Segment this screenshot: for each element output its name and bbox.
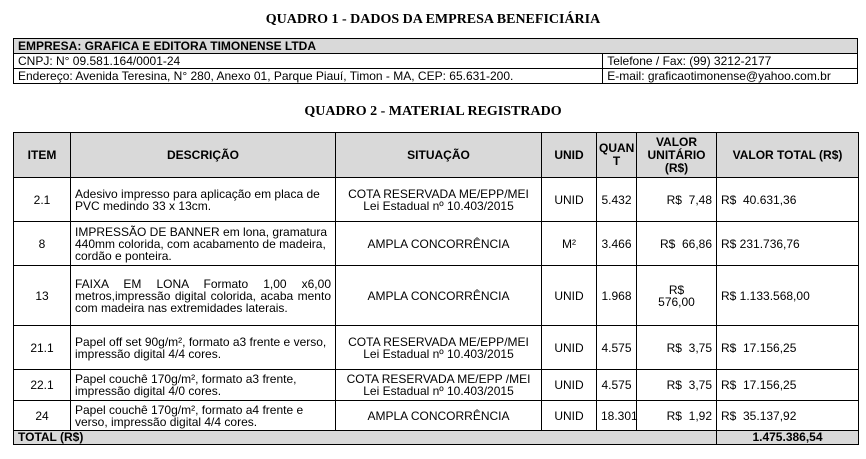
vu-value: 576,00 (658, 294, 695, 309)
table-row (14, 401, 859, 431)
quadro-1-title: QUADRO 1 - DADOS DA EMPRESA BENEFICIÁRIA (265, 12, 601, 27)
vu-currency: R$ (666, 340, 682, 355)
header-valor-total: VALOR TOTAL (R$) (717, 133, 859, 178)
cell-valor-unitario (637, 370, 717, 401)
cell-item: 13 (14, 266, 71, 326)
cell-quant: 4.575 (597, 326, 637, 370)
cell-descricao: FAIXA EM LONA Formato 1,00 x6,00 metros,impressão digital colorida, acaba mento com madeira nas extremidades laterais. (71, 266, 336, 326)
cell-unid: UNID (542, 326, 597, 370)
quadro-2-title: QUADRO 2 - MATERIAL REGISTRADO (304, 104, 562, 119)
material-table (13, 132, 859, 445)
table-row (14, 178, 859, 222)
cell-unid: UNID (542, 401, 597, 431)
cell-valor-total: R$ 40.631,36 (717, 178, 859, 222)
vu-currency: R$ (668, 282, 685, 297)
cell-item: 2.1 (14, 178, 71, 222)
cell-situacao: COTA RESERVADA ME/EPP /MEI Lei Estadual nº 10.403/2015 (336, 370, 542, 401)
cell-valor-unitario (637, 401, 717, 431)
cell-valor-unitario (637, 222, 717, 266)
vu-value: 1,92 (688, 408, 712, 423)
cell-quant: 3.466 (597, 222, 637, 266)
vu-value: 7,48 (688, 192, 712, 207)
header-valor-unitario: VALOR UNITÁRIO (R$) (637, 133, 717, 178)
cell-descricao: Adesivo impresso para aplicação em placa de PVC medindo 33 x 13cm. (71, 178, 336, 222)
cell-quant: 5.432 (597, 178, 637, 222)
cell-quant: 1.968 (597, 266, 637, 326)
cell-descricao: Papel off set 90g/m², formato a3 frente e verso, impressão digital 4/4 cores. (71, 326, 336, 370)
cell-situacao: COTA RESERVADA ME/EPP/MEI Lei Estadual nº 10.403/2015 (336, 326, 542, 370)
table-row (14, 370, 859, 401)
cell-valor-total: R$ 1.133.568,00 (717, 266, 859, 326)
vu-currency: R$ (666, 378, 682, 392)
cell-descricao: Papel couchê 170g/m², formato a4 frente e verso, impressão digital 4/4 cores. (71, 401, 336, 431)
company-email: E-mail: graficaotimonense@yahoo.com.br (603, 69, 858, 84)
total-value: 1.475.386,54 (717, 431, 859, 445)
vu-value: 3,75 (688, 378, 712, 392)
table-row (14, 266, 859, 326)
cell-item: 22.1 (14, 370, 71, 401)
header-descricao: DESCRIÇÃO (71, 133, 336, 178)
cell-quant: 18.301 (597, 401, 637, 431)
cell-descricao: Papel couchê 170g/m², formato a3 frente, impressão digital 4/0 cores. (71, 370, 336, 401)
cell-valor-total: R$ 17.156,25 (717, 370, 859, 401)
header-quant: QUAN T (597, 133, 637, 178)
company-data-table (13, 38, 858, 84)
company-phone: Telefone / Fax: (99) 3212-2177 (603, 54, 858, 69)
cell-valor-total: R$ 35.137,92 (717, 401, 859, 431)
cell-item: 24 (14, 401, 71, 431)
cell-unid: UNID (542, 266, 597, 326)
cell-situacao: AMPLA CONCORRÊNCIA (336, 401, 542, 431)
company-name: EMPRESA: GRAFICA E EDITORA TIMONENSE LTDA (14, 39, 858, 54)
header-situacao: SITUAÇÃO (336, 133, 542, 178)
header-item: ITEM (14, 133, 71, 178)
cell-valor-unitario (637, 266, 717, 326)
vu-currency: R$ (666, 192, 682, 207)
cell-unid: M² (542, 222, 597, 266)
table-row (14, 222, 859, 266)
cell-situacao: COTA RESERVADA ME/EPP/MEI Lei Estadual nº 10.403/2015 (336, 178, 542, 222)
table-header-row (14, 133, 859, 178)
total-label: TOTAL (R$) (14, 431, 717, 445)
cell-situacao: AMPLA CONCORRÊNCIA (336, 266, 542, 326)
cell-unid: UNID (542, 178, 597, 222)
total-row (14, 431, 859, 445)
company-address: Endereço: Avenida Teresina, N° 280, Anexo 01, Parque Piauí, Timon - MA, CEP: 65.631-200. (14, 69, 603, 84)
vu-currency: R$ (659, 236, 676, 251)
cell-situacao: AMPLA CONCORRÊNCIA (336, 222, 542, 266)
cell-quant: 4.575 (597, 370, 637, 401)
vu-value: 66,86 (681, 236, 712, 251)
cell-valor-total: R$ 231.736,76 (717, 222, 859, 266)
cell-item: 21.1 (14, 326, 71, 370)
company-cnpj: CNPJ: N° 09.581.164/0001-24 (14, 54, 603, 69)
header-unid: UNID (542, 133, 597, 178)
cell-descricao: IMPRESSÃO DE BANNER em lona, gramatura 440mm colorida, com acabamento de madeira, cordão e ponteira. (71, 222, 336, 266)
cell-valor-unitario (637, 178, 717, 222)
cell-valor-unitario (637, 326, 717, 370)
cell-item: 8 (14, 222, 71, 266)
vu-value: 3,75 (688, 340, 712, 355)
cell-unid: UNID (542, 370, 597, 401)
table-row (14, 326, 859, 370)
cell-valor-total: R$ 17.156,25 (717, 326, 859, 370)
vu-currency: R$ (666, 408, 682, 423)
